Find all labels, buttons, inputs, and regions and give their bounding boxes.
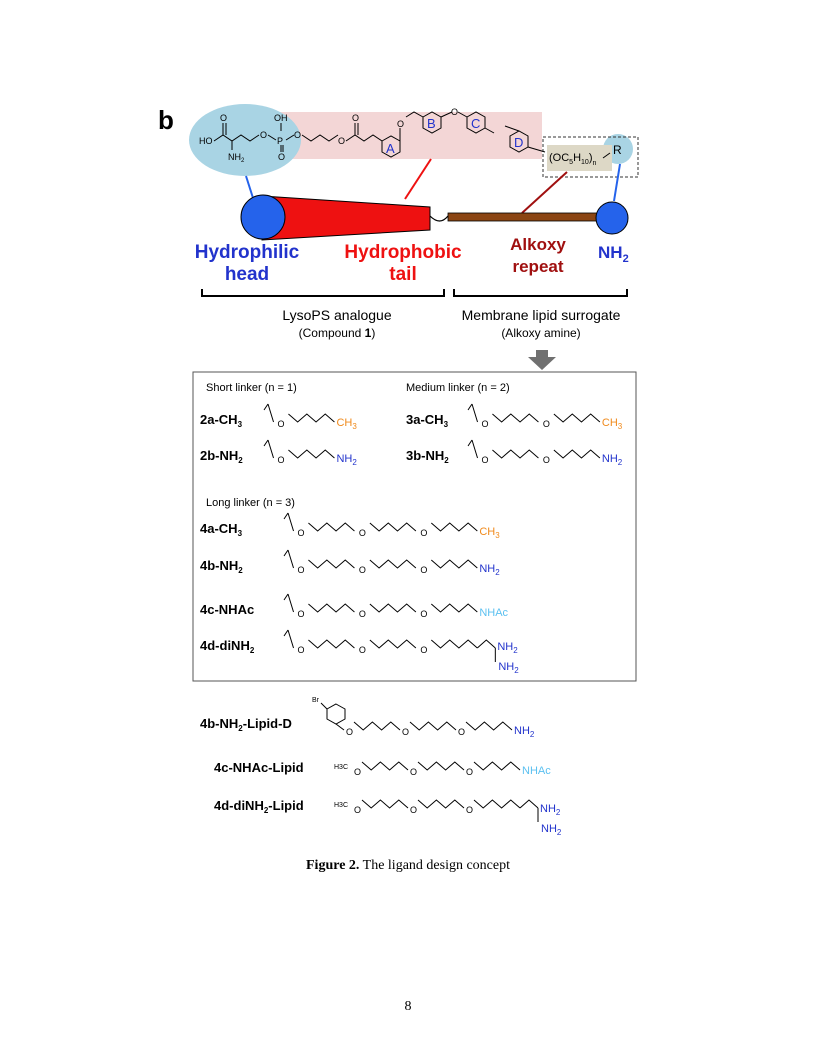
ether-oxygen: O <box>354 805 362 815</box>
ho-label: HO <box>199 136 213 146</box>
compound-4c <box>200 594 509 619</box>
compound-3a <box>406 404 623 431</box>
amine-connector <box>614 164 620 201</box>
ether-oxygen: O <box>346 727 354 737</box>
down-arrow <box>528 350 556 370</box>
tail-cartoon <box>262 196 430 240</box>
ester-o2-label: O <box>294 130 302 140</box>
alkyl-chain <box>308 560 354 568</box>
compound-label: 4d-diNH$_2$ <box>200 638 255 655</box>
attachment-bond <box>284 594 294 612</box>
attachment-bond <box>284 550 294 568</box>
end-group: $NH_2$ <box>514 725 535 739</box>
membrane-subtitle: (Alkoxy amine) <box>501 326 581 340</box>
alkyl-chain <box>370 560 416 568</box>
alkoxy-connector <box>522 172 567 213</box>
lyso-title: LysoPS analogue <box>282 307 392 323</box>
panel-label: b <box>158 105 174 135</box>
ether-oxygen: O <box>410 767 418 777</box>
end-group: $NH_2$ <box>601 453 623 467</box>
ring-label-d: D <box>514 135 524 150</box>
aryl-bond <box>336 724 344 730</box>
alkyl-chain <box>410 722 456 730</box>
alkyl-chain <box>492 414 538 422</box>
methyl-start: H3C <box>334 802 349 809</box>
compound-label: $4a-CH_3$ <box>200 521 243 538</box>
alkyl-chain <box>554 414 600 422</box>
alkyl-chain <box>431 560 477 568</box>
page-number: 8 <box>404 999 412 1014</box>
ether-oxygen: O <box>420 645 428 655</box>
alkyl-chain <box>370 523 416 531</box>
bromine-atom: Br <box>312 697 319 704</box>
lipid-4b-lipid <box>200 697 535 739</box>
compound-label: $3b-NH_2$ <box>406 448 449 465</box>
compound-4b <box>200 550 500 577</box>
compound-4d <box>200 630 519 675</box>
ether-oxygen: O <box>542 419 550 429</box>
alkyl-chain <box>418 762 464 770</box>
ether-oxygen: O <box>358 609 366 619</box>
end-group: $NH_2$ <box>541 823 562 837</box>
end-group: $NH_2$ <box>336 453 357 467</box>
alkyl-chain <box>466 722 512 730</box>
tail-highlight <box>272 112 542 159</box>
compound-label: $3a-CH_3$ <box>406 412 449 429</box>
ether-oxygen: O <box>420 528 428 538</box>
repeat-label: $(OC_5H_{10})_n$ <box>549 152 597 167</box>
ether-oxygen: O <box>410 805 418 815</box>
membrane-bracket <box>454 289 627 296</box>
ether-o2-label: O <box>451 107 459 117</box>
ether-oxygen: O <box>466 805 474 815</box>
lyso-bracket <box>202 289 444 296</box>
alkyl-chain <box>554 450 600 458</box>
lyso-subtitle: (Compound 1) <box>298 326 376 340</box>
ether-o1-label: O <box>397 119 405 129</box>
ester-o3-label: O <box>338 136 346 146</box>
lipid-label: 4c-NHAc-Lipid <box>214 760 304 775</box>
lipid-label: 4d-diNH$_2$-Lipid <box>214 798 304 815</box>
hinge-cartoon <box>430 216 448 221</box>
end-group: NHAc <box>479 607 509 619</box>
alkyl-chain <box>492 450 538 458</box>
head-connector <box>246 176 253 198</box>
end-group: $CH_3$ <box>336 417 357 431</box>
short-linker-title: Short linker (n = 1) <box>206 382 297 394</box>
attachment-bond <box>468 440 478 458</box>
attachment-bond <box>468 404 478 422</box>
attachment-bond <box>264 440 274 458</box>
alkoxy-cartoon <box>448 213 598 221</box>
end-group: $NH_2$ <box>479 563 500 577</box>
compound-2a <box>200 404 357 431</box>
branch-chain <box>477 640 495 648</box>
alkyl-chain <box>418 800 464 808</box>
carbonyl-o-label: O <box>220 113 228 123</box>
alkyl-chain <box>354 722 400 730</box>
ether-oxygen: O <box>420 565 428 575</box>
lipid-structures <box>200 697 562 837</box>
head-label: Hydrophilic head <box>194 242 300 285</box>
ether-oxygen: O <box>542 455 550 465</box>
ether-oxygen: O <box>481 455 489 465</box>
amine-cartoon <box>596 202 628 234</box>
alkyl-chain <box>362 762 408 770</box>
br-bond <box>321 703 327 709</box>
attachment-bond <box>264 404 274 422</box>
amine-label: $NH_2$ <box>598 243 629 265</box>
ether-oxygen: O <box>358 565 366 575</box>
ether-oxygen: O <box>297 609 305 619</box>
compound-label: $4b-NH_2$ <box>200 558 243 575</box>
r-label: R <box>613 143 622 157</box>
methyl-start: H3C <box>334 764 349 771</box>
alkyl-chain <box>474 800 520 808</box>
ether-oxygen: O <box>297 528 305 538</box>
ether-oxygen: O <box>420 609 428 619</box>
lipid-label: $4b-NH_2-Lipid-D$ <box>200 716 292 733</box>
end-group: $CH_3$ <box>601 417 623 431</box>
alkyl-chain <box>362 800 408 808</box>
compound-label: $2a-CH_3$ <box>200 412 243 429</box>
end-group: $NH_2$ <box>498 661 519 675</box>
long-linker-title: Long linker (n = 3) <box>206 497 295 509</box>
oh-label: OH <box>274 113 288 123</box>
compound-structures <box>200 404 623 675</box>
lipid-4d-lipid <box>214 798 562 837</box>
end-group: $NH_2$ <box>540 803 561 817</box>
attachment-bond <box>284 630 294 648</box>
alkoxy-label: Alkoxy repeat <box>510 235 566 276</box>
branch-chain <box>520 800 538 808</box>
compound-label: 4c-NHAc <box>200 602 255 617</box>
alkyl-chain <box>431 604 477 612</box>
compound-3b <box>406 440 623 467</box>
compound-4a <box>200 513 500 540</box>
ether-oxygen: O <box>466 767 474 777</box>
ether-oxygen: O <box>481 419 489 429</box>
nh2-label: $NH_2$ <box>228 152 245 164</box>
ring-label-a: A <box>386 141 395 156</box>
end-group: $NH_2$ <box>497 641 518 655</box>
p-label: P <box>277 136 284 146</box>
compound-label: $2b-NH_2$ <box>200 448 243 465</box>
ether-oxygen: O <box>277 455 285 465</box>
ester-o4-label: O <box>352 113 360 123</box>
ether-oxygen: O <box>277 419 285 429</box>
tail-label: Hydrophobic tail <box>344 242 462 285</box>
ether-oxygen: O <box>402 727 410 737</box>
alkyl-chain <box>370 640 416 648</box>
alkyl-chain <box>370 604 416 612</box>
membrane-title: Membrane lipid surrogate <box>461 307 621 323</box>
ether-oxygen: O <box>297 645 305 655</box>
attachment-bond <box>284 513 294 531</box>
phenyl-ring <box>327 704 345 724</box>
alkyl-chain <box>288 414 334 422</box>
lipid-4c-lipid <box>214 760 551 777</box>
alkyl-chain <box>431 640 477 648</box>
ether-oxygen: O <box>297 565 305 575</box>
alkyl-chain <box>308 604 354 612</box>
ring-label-b: B <box>427 116 436 131</box>
alkyl-chain <box>431 523 477 531</box>
ether-oxygen: O <box>458 727 466 737</box>
ester-o1-label: O <box>260 130 268 140</box>
alkyl-chain <box>308 523 354 531</box>
compound-2b <box>200 440 357 467</box>
ether-oxygen: O <box>358 645 366 655</box>
ether-oxygen: O <box>354 767 362 777</box>
tail-connector <box>405 159 431 199</box>
p-o-label: O <box>278 152 286 162</box>
ring-label-c: C <box>471 116 481 131</box>
end-group: NHAc <box>522 765 551 777</box>
head-cartoon <box>241 195 285 239</box>
alkyl-chain <box>288 450 334 458</box>
alkyl-chain <box>308 640 354 648</box>
ether-oxygen: O <box>358 528 366 538</box>
alkyl-chain <box>474 762 520 770</box>
end-group: $CH_3$ <box>479 526 500 540</box>
figure-caption: Figure 2. The ligand design concept <box>306 858 510 873</box>
medium-linker-title: Medium linker (n = 2) <box>406 382 510 394</box>
